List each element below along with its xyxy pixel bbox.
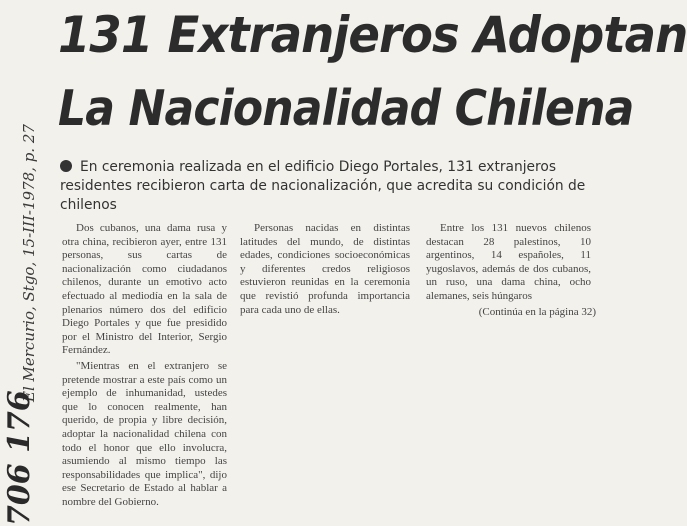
article-column-2 <box>240 222 410 317</box>
article-column-3 <box>426 222 591 304</box>
column-3-paragraph: Entre los 131 nuevos chilenos destacan 28 palestinos, 10 argentinos, 14 españoles, 11 yugoslavos, además de dos cubanos, un ruso, una dama china, ocho alemanes, seis húngaros <box>426 222 591 302</box>
article-column-1 <box>62 222 227 358</box>
column-1-paragraph: Dos cubanos, una dama rusa y otra china, recibieron ayer, entre 131 personas, sus cartas de nacionalización como ciudadanos chilenos, durante un emotivo acto efectuado al mediodía en la sala de plenarios número dos del edificio Diego Portales y que fue presidido por el Ministro del Interior, Sergio Fernández. <box>62 222 227 357</box>
handwritten-archive-number: 706 176 <box>2 390 37 526</box>
handwritten-margin-note <box>2 96 42 526</box>
headline-line-1: 131 Extranjeros Adoptan <box>58 6 687 64</box>
lead-paragraph <box>60 158 590 215</box>
headline-line-2: La Nacionalidad Chilena <box>58 80 634 137</box>
column-1-quote-paragraph: "Mientras en el extranjero se pretende mostrar a este país como un ejemplo de inhumanidad, ustedes que lo conocen realmente, han querido, de propia y libre decisión, adoptar la nacionalidad chilena con todo el honor que ello involucra, asumiendo al mismo tiempo las responsabilidades que implica", dijo ese Secretario de Estado al hablar a nombre del Gobierno. <box>62 360 227 508</box>
continued-note: (Continúa en la página 32) <box>478 306 596 318</box>
handwritten-source-note: El Mercurio, Stgo, 15-III-1978, p. 27 <box>20 124 38 402</box>
bullet-icon <box>60 160 72 172</box>
lead-text: En ceremonia realizada en el edificio Diego Portales, 131 extranjeros residentes recibieron carta de nacionalización, que acredita su condición de chilenos <box>60 159 586 213</box>
article-column-1-quote <box>62 360 227 510</box>
column-2-paragraph: Personas nacidas en distintas latitudes del mundo, de distintas edades, condiciones socioeconómicas y diferentes credos religiosos estuvieron reunidas en la ceremonia que revistió profunda importancia para cada uno de ellas. <box>240 222 410 316</box>
